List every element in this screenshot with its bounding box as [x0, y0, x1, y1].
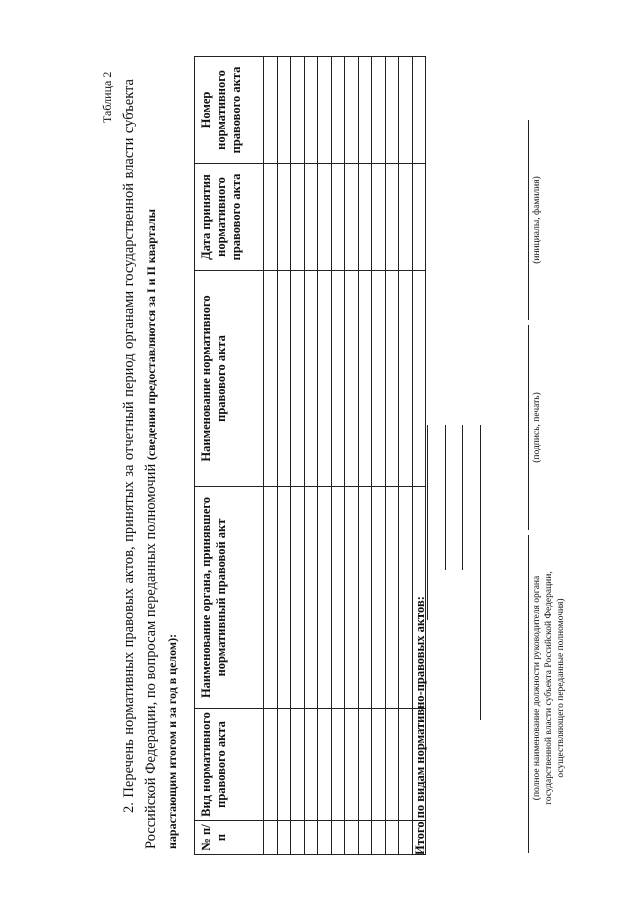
- table-cell[interactable]: [399, 57, 413, 164]
- table-cell[interactable]: [264, 821, 278, 855]
- table-cell[interactable]: [345, 271, 359, 487]
- table-cell[interactable]: [318, 709, 332, 821]
- table-cell[interactable]: [385, 164, 399, 271]
- table-cell[interactable]: [358, 271, 372, 487]
- table-cell[interactable]: [385, 821, 399, 855]
- table-cell[interactable]: [399, 821, 413, 855]
- section-heading: [118, 79, 182, 849]
- table-body: [264, 57, 426, 855]
- column-header: Наименование органа, принявшего нормативный правовой акт: [195, 487, 264, 709]
- table-cell[interactable]: [318, 821, 332, 855]
- table-cell[interactable]: [291, 164, 305, 271]
- table-cell[interactable]: [291, 487, 305, 709]
- signature-caption: (подпись, печать): [532, 392, 542, 463]
- total-blank-line: [480, 425, 481, 720]
- table-row: [331, 57, 345, 855]
- heading-note-part2: нарастающим итогом и за год в целом):: [164, 633, 179, 849]
- table-cell[interactable]: [358, 57, 372, 164]
- column-header: Вид нормативного правового акта: [195, 709, 264, 821]
- table-cell[interactable]: [318, 164, 332, 271]
- table-row: [399, 57, 413, 855]
- table-cell[interactable]: [399, 164, 413, 271]
- table-cell[interactable]: [277, 57, 291, 164]
- table-cell[interactable]: [304, 164, 318, 271]
- table-cell[interactable]: [291, 709, 305, 821]
- position-signature-line: [528, 535, 529, 853]
- total-underline: [427, 425, 428, 620]
- table-cell[interactable]: [345, 164, 359, 271]
- position-caption: (полное наименование должности руководителя органа государственной власти субъекта Российской Федерации, осуществляющего переданные полномочия): [532, 571, 566, 805]
- table-cell[interactable]: [358, 821, 372, 855]
- table-cell[interactable]: [277, 164, 291, 271]
- table-cell[interactable]: [331, 821, 345, 855]
- table-cell[interactable]: [399, 709, 413, 821]
- table-cell[interactable]: [277, 709, 291, 821]
- table-number-label: Таблица 2: [100, 71, 114, 123]
- table-cell[interactable]: [412, 164, 426, 271]
- table-cell[interactable]: [399, 487, 413, 709]
- table-row: [385, 57, 399, 855]
- column-header: Наименование нормативного правового акта: [195, 271, 264, 487]
- table-cell[interactable]: [412, 57, 426, 164]
- table-cell[interactable]: [372, 709, 386, 821]
- table-cell[interactable]: [264, 271, 278, 487]
- table-cell[interactable]: [264, 57, 278, 164]
- heading-note-part1: (сведения предоставляются за I и II кварталы: [144, 208, 159, 461]
- table-row: [345, 57, 359, 855]
- table-cell[interactable]: [372, 164, 386, 271]
- table-row: [358, 57, 372, 855]
- table-cell[interactable]: [264, 487, 278, 709]
- table-cell[interactable]: [372, 487, 386, 709]
- table-cell[interactable]: [358, 164, 372, 271]
- table-row: [277, 57, 291, 855]
- table-cell[interactable]: [331, 164, 345, 271]
- table-cell[interactable]: [358, 709, 372, 821]
- table-cell[interactable]: [345, 57, 359, 164]
- table-cell[interactable]: [318, 271, 332, 487]
- table-cell[interactable]: [291, 821, 305, 855]
- table-row: [304, 57, 318, 855]
- table-cell[interactable]: [304, 57, 318, 164]
- table-cell[interactable]: [291, 271, 305, 487]
- table-cell[interactable]: [318, 57, 332, 164]
- table-cell[interactable]: [331, 271, 345, 487]
- table-cell[interactable]: [345, 821, 359, 855]
- table-row: [318, 57, 332, 855]
- table-cell[interactable]: [304, 271, 318, 487]
- table-cell[interactable]: [318, 487, 332, 709]
- column-header: № п/п: [195, 821, 264, 855]
- table-cell[interactable]: [345, 487, 359, 709]
- total-label: Итого по видам нормативно-правовых актов:: [413, 596, 427, 855]
- table-cell[interactable]: [385, 709, 399, 821]
- table-row: [372, 57, 386, 855]
- table-cell[interactable]: [331, 487, 345, 709]
- table-row: [291, 57, 305, 855]
- total-blank-line: [462, 425, 463, 570]
- name-signature-line: [528, 120, 529, 320]
- table-cell[interactable]: [331, 709, 345, 821]
- column-header: Номер нормативного правового акта: [195, 57, 264, 164]
- table-cell[interactable]: [304, 487, 318, 709]
- table-cell[interactable]: [291, 57, 305, 164]
- table-cell[interactable]: [385, 57, 399, 164]
- column-header: Дата принятия нормативного правового акта: [195, 164, 264, 271]
- table-cell[interactable]: [385, 271, 399, 487]
- signature-line: [528, 325, 529, 530]
- table-cell[interactable]: [372, 57, 386, 164]
- table-cell[interactable]: [372, 271, 386, 487]
- table-cell[interactable]: [264, 164, 278, 271]
- acts-table: [194, 56, 426, 855]
- table-cell[interactable]: [277, 271, 291, 487]
- table-cell[interactable]: [264, 709, 278, 821]
- heading-main-text: 2. Перечень нормативных правовых актов, принятых за отчетный период органами государственной власти субъекта Российской Федерации, по вопросам переданных полномочий: [121, 79, 160, 849]
- table-cell[interactable]: [304, 821, 318, 855]
- table-header-row: [195, 57, 264, 855]
- table-cell[interactable]: [385, 487, 399, 709]
- table-cell[interactable]: [372, 821, 386, 855]
- table-cell[interactable]: [412, 271, 426, 487]
- table-cell[interactable]: [399, 271, 413, 487]
- table-cell[interactable]: [345, 709, 359, 821]
- name-caption: (инициалы, фамилия): [532, 176, 542, 264]
- table-cell[interactable]: [277, 821, 291, 855]
- table-cell[interactable]: [277, 487, 291, 709]
- table-cell[interactable]: [331, 57, 345, 164]
- table-row: [264, 57, 278, 855]
- table-cell[interactable]: [304, 709, 318, 821]
- total-blank-line: [445, 425, 446, 570]
- table-cell[interactable]: [358, 487, 372, 709]
